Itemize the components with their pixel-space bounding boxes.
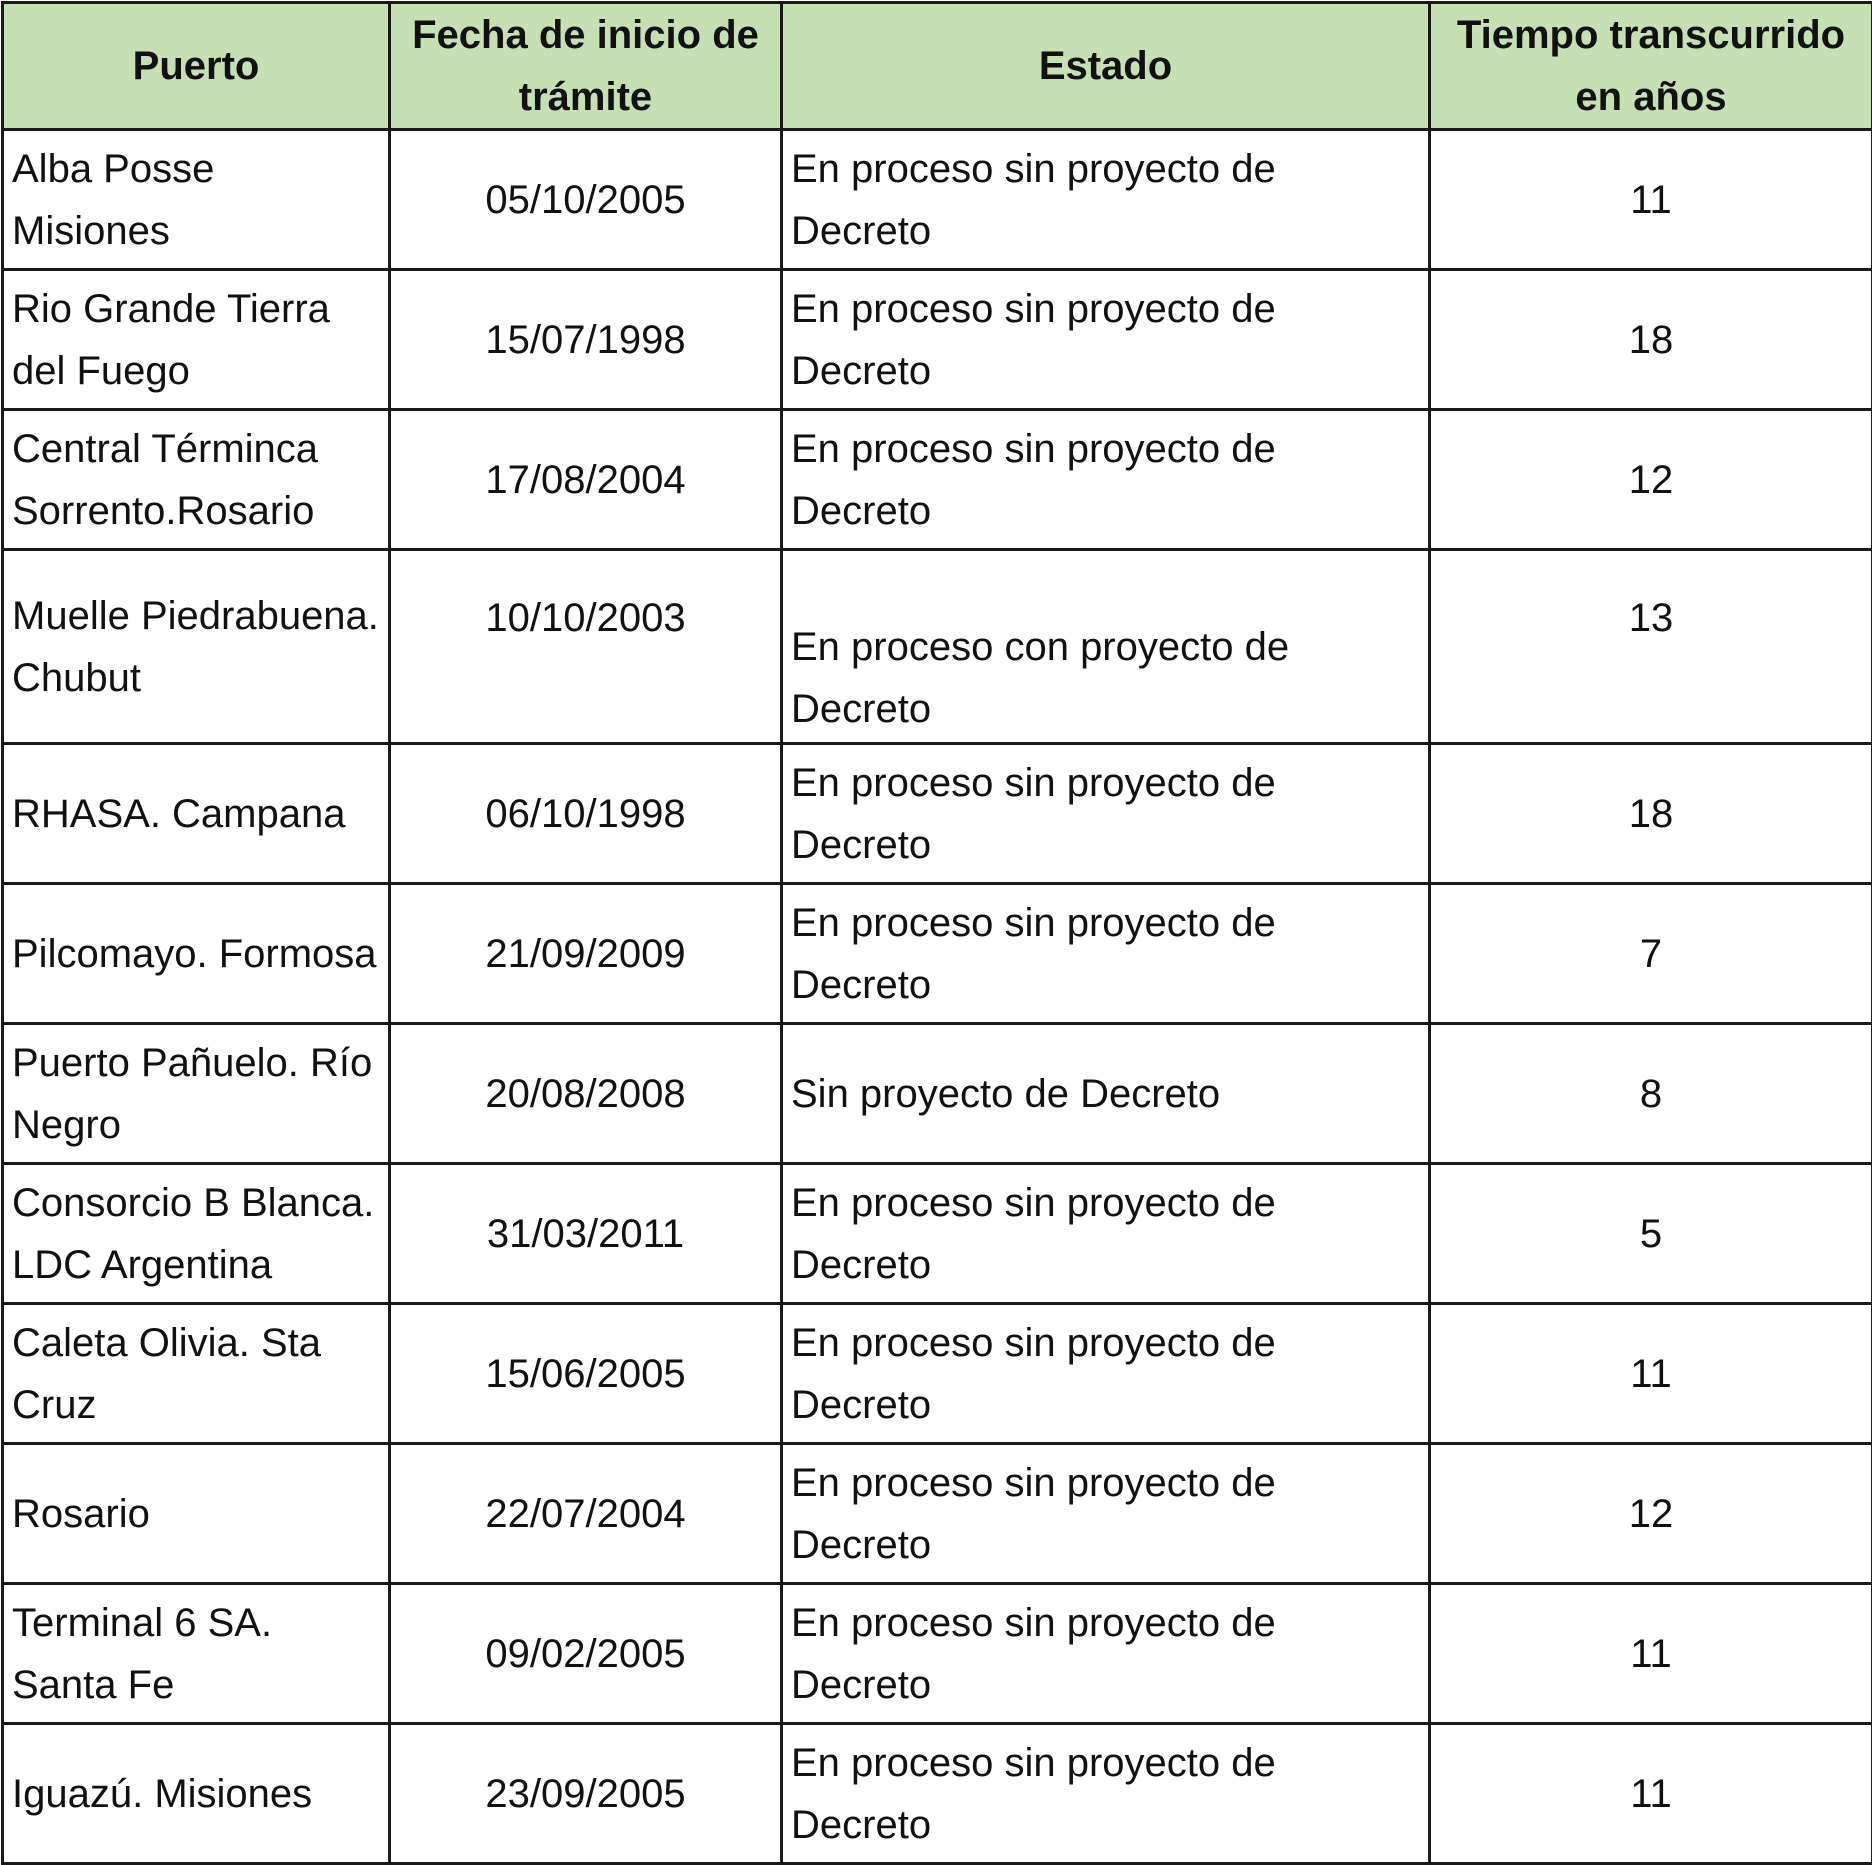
cell-fecha: 06/10/1998 <box>390 744 782 884</box>
table-row <box>3 1724 1872 1864</box>
cell-fecha: 09/02/2005 <box>390 1584 782 1724</box>
cell-fecha: 22/07/2004 <box>390 1444 782 1584</box>
cell-fecha: 17/08/2004 <box>390 410 782 550</box>
cell-estado: En proceso sin proyecto de Decreto <box>782 884 1430 1024</box>
cell-tiempo: 7 <box>1430 884 1872 1024</box>
cell-puerto: Muelle Piedrabuena. Chubut <box>3 550 390 744</box>
cell-fecha: 05/10/2005 <box>390 130 782 270</box>
table-body <box>3 130 1872 1864</box>
table-row <box>3 884 1872 1024</box>
cell-tiempo: 11 <box>1430 1724 1872 1864</box>
cell-puerto: Consorcio B Blanca. LDC Argentina <box>3 1164 390 1304</box>
table-row <box>3 744 1872 884</box>
cell-estado: En proceso sin proyecto de Decreto <box>782 1164 1430 1304</box>
ports-table <box>1 1 1872 1865</box>
table-row <box>3 270 1872 410</box>
header-estado: Estado <box>782 3 1430 130</box>
cell-estado: En proceso sin proyecto de Decreto <box>782 1304 1430 1444</box>
cell-puerto: Puerto Pañuelo. Río Negro <box>3 1024 390 1164</box>
cell-tiempo: 5 <box>1430 1164 1872 1304</box>
cell-estado: En proceso sin proyecto de Decreto <box>782 270 1430 410</box>
cell-estado: Sin proyecto de Decreto <box>782 1024 1430 1164</box>
cell-estado: En proceso con proyecto de Decreto <box>782 550 1430 744</box>
cell-puerto: Caleta Olivia. Sta Cruz <box>3 1304 390 1444</box>
table-row <box>3 1164 1872 1304</box>
table-header <box>3 3 1872 130</box>
table-row <box>3 410 1872 550</box>
cell-estado: En proceso sin proyecto de Decreto <box>782 410 1430 550</box>
cell-puerto: Iguazú. Misiones <box>3 1724 390 1864</box>
cell-estado: En proceso sin proyecto de Decreto <box>782 1444 1430 1584</box>
header-puerto: Puerto <box>3 3 390 130</box>
cell-tiempo: 13 <box>1430 550 1872 744</box>
header-fecha: Fecha de inicio de trámite <box>390 3 782 130</box>
cell-puerto: Rio Grande Tierra del Fuego <box>3 270 390 410</box>
cell-estado: En proceso sin proyecto de Decreto <box>782 744 1430 884</box>
header-row <box>3 3 1872 130</box>
cell-puerto: Rosario <box>3 1444 390 1584</box>
cell-fecha: 15/07/1998 <box>390 270 782 410</box>
cell-tiempo: 11 <box>1430 1584 1872 1724</box>
cell-tiempo: 11 <box>1430 1304 1872 1444</box>
cell-estado: En proceso sin proyecto de Decreto <box>782 1584 1430 1724</box>
cell-tiempo: 18 <box>1430 744 1872 884</box>
header-tiempo: Tiempo transcurrido en años <box>1430 3 1872 130</box>
cell-estado: En proceso sin proyecto de Decreto <box>782 130 1430 270</box>
cell-fecha: 23/09/2005 <box>390 1724 782 1864</box>
cell-tiempo: 8 <box>1430 1024 1872 1164</box>
cell-puerto: Terminal 6 SA. Santa Fe <box>3 1584 390 1724</box>
cell-estado: En proceso sin proyecto de Decreto <box>782 1724 1430 1864</box>
cell-fecha: 21/09/2009 <box>390 884 782 1024</box>
cell-fecha: 31/03/2011 <box>390 1164 782 1304</box>
cell-fecha: 20/08/2008 <box>390 1024 782 1164</box>
cell-tiempo: 12 <box>1430 1444 1872 1584</box>
table-row <box>3 130 1872 270</box>
cell-puerto: Alba Posse Misiones <box>3 130 390 270</box>
table-row <box>3 1444 1872 1584</box>
cell-puerto: Central Términca Sorrento.Rosario <box>3 410 390 550</box>
table-row <box>3 1304 1872 1444</box>
cell-fecha: 10/10/2003 <box>390 550 782 744</box>
cell-tiempo: 12 <box>1430 410 1872 550</box>
table-row <box>3 1024 1872 1164</box>
cell-fecha: 15/06/2005 <box>390 1304 782 1444</box>
cell-tiempo: 18 <box>1430 270 1872 410</box>
table-row <box>3 550 1872 744</box>
cell-tiempo: 11 <box>1430 130 1872 270</box>
cell-puerto: RHASA. Campana <box>3 744 390 884</box>
cell-puerto: Pilcomayo. Formosa <box>3 884 390 1024</box>
table-row <box>3 1584 1872 1724</box>
